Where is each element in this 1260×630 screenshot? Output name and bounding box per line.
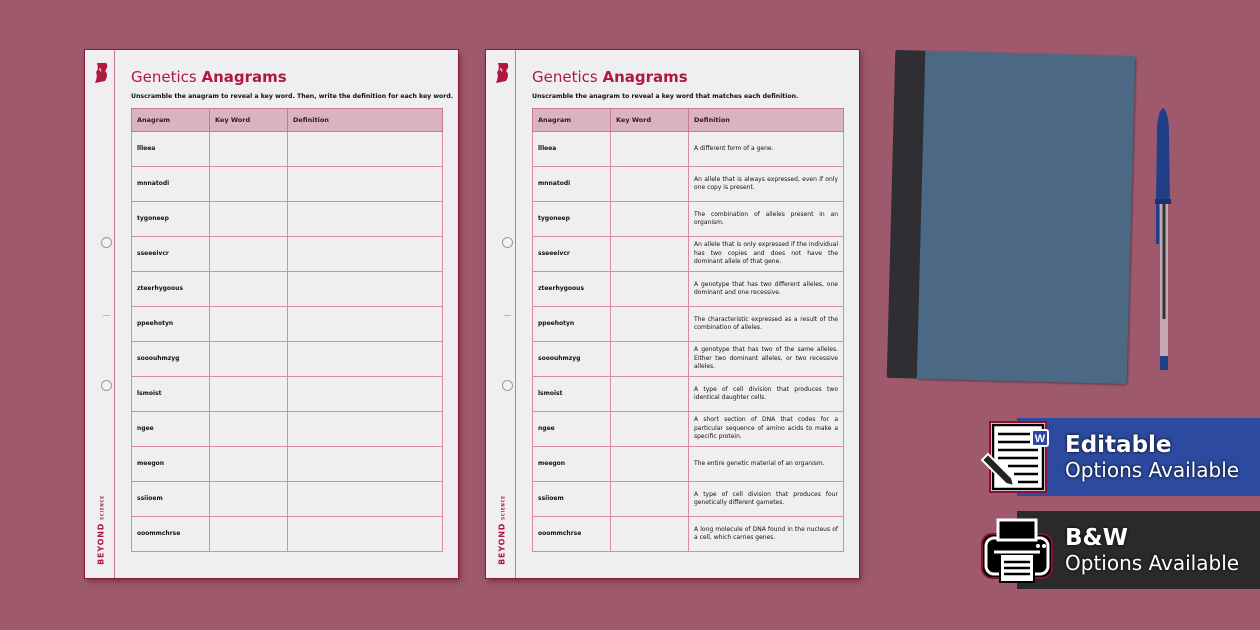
table-row (132, 342, 443, 377)
brand-label (89, 490, 113, 570)
definition-cell: A type of cell division that produces two identical daughter cells. (689, 377, 844, 412)
margin-line (114, 50, 115, 578)
title-prefix: Genetics (532, 68, 598, 86)
beyond-logo-icon (494, 62, 510, 84)
header-anagram: Anagram (533, 109, 611, 132)
badge-subtitle: Options Available (1065, 458, 1240, 482)
definition-cell: A different form of a gene. (689, 132, 844, 167)
anagram-cell: ppeehotyn (533, 307, 611, 342)
table-row (132, 132, 443, 167)
anagram-cell: sseeeivcr (533, 237, 611, 272)
brand-main: BEYOND (96, 522, 106, 565)
definition-cell: The combination of alleles present in an organism. (689, 202, 844, 237)
table-row (533, 482, 844, 517)
worksheet-with-definitions (486, 50, 859, 578)
key-word-cell (210, 307, 288, 342)
key-word-cell (611, 447, 689, 482)
badge-title: B&W (1065, 525, 1128, 551)
key-word-cell (210, 377, 288, 412)
anagram-cell: sooouhmzyg (533, 342, 611, 377)
anagram-table (532, 108, 844, 552)
definition-cell (288, 517, 443, 552)
brand-sub: SCIENCE (99, 495, 105, 520)
table-row (132, 482, 443, 517)
table-row (533, 412, 844, 447)
key-word-cell (611, 307, 689, 342)
definition-cell (288, 237, 443, 272)
key-word-cell (611, 412, 689, 447)
anagram-cell: meegon (132, 447, 210, 482)
definition-cell: A short section of DNA that codes for a particular sequence of amino acids to make a specific protein. (689, 412, 844, 447)
title-bold: Anagrams (201, 68, 287, 86)
table-row (132, 237, 443, 272)
key-word-cell (210, 482, 288, 517)
anagram-cell: lsmoist (533, 377, 611, 412)
anagram-cell: llleea (132, 132, 210, 167)
key-word-cell (210, 272, 288, 307)
definition-cell: An allele that is only expressed if the individual has two copies and does not have the dominant allele of that gene. (689, 237, 844, 272)
table-row (132, 307, 443, 342)
table-row (132, 377, 443, 412)
punch-hole (101, 237, 112, 248)
key-word-cell (611, 342, 689, 377)
definition-cell: A type of cell division that produces four genetically different gametes. (689, 482, 844, 517)
svg-text:W: W (1034, 433, 1046, 445)
header-anagram: Anagram (132, 109, 210, 132)
key-word-cell (210, 447, 288, 482)
table-row (132, 412, 443, 447)
key-word-cell (611, 272, 689, 307)
definition-cell (288, 307, 443, 342)
definition-cell: An allele that is always expressed, even if only one copy is present. (689, 167, 844, 202)
key-word-cell (611, 517, 689, 552)
anagram-cell: mnnatodi (533, 167, 611, 202)
table-row (533, 272, 844, 307)
anagram-cell: tygoneep (533, 202, 611, 237)
table-row (533, 342, 844, 377)
anagram-cell: lsmoist (132, 377, 210, 412)
brand-label (490, 490, 514, 570)
table-row (132, 517, 443, 552)
anagram-cell: ppeehotyn (132, 307, 210, 342)
anagram-cell: ssiioem (132, 482, 210, 517)
key-word-cell (210, 517, 288, 552)
anagram-cell: tygoneep (132, 202, 210, 237)
definition-cell: A genotype that has two of the same alleles. Either two dominant alleles, or two recessive alleles. (689, 342, 844, 377)
header-key-word: Key Word (210, 109, 288, 132)
definition-cell (288, 377, 443, 412)
worksheet-student (85, 50, 458, 578)
key-word-cell (611, 202, 689, 237)
definition-cell (288, 447, 443, 482)
key-word-cell (611, 237, 689, 272)
table-row (132, 202, 443, 237)
header-definition: Definition (288, 109, 443, 132)
definition-cell: A genotype that has two different alleles, one dominant and one recessive. (689, 272, 844, 307)
header-definition: Definition (689, 109, 844, 132)
table-row (533, 167, 844, 202)
anagram-cell: sooouhmzyg (132, 342, 210, 377)
anagram-cell: ssiioem (533, 482, 611, 517)
badge-subtitle: Options Available (1065, 551, 1240, 575)
instructions: Unscramble the anagram to reveal a key word. Then, write the definition for each key word. (131, 93, 454, 100)
punch-hole (502, 237, 513, 248)
key-word-cell (611, 167, 689, 202)
definition-cell (288, 132, 443, 167)
notebook-cover (917, 51, 1136, 384)
table-row (533, 237, 844, 272)
definition-cell (288, 412, 443, 447)
instructions: Unscramble the anagram to reveal a key word that matches each definition. (532, 93, 799, 100)
table-row (533, 447, 844, 482)
title-bold: Anagrams (602, 68, 688, 86)
header-key-word: Key Word (611, 109, 689, 132)
anagram-cell: ooommchrse (533, 517, 611, 552)
word-document-edit-icon (978, 418, 1058, 496)
brand-sub: SCIENCE (500, 495, 506, 520)
fold-mark (504, 315, 511, 316)
brand-main: BEYOND (497, 522, 507, 565)
punch-hole (101, 380, 112, 391)
table-header (132, 109, 443, 132)
key-word-cell (210, 167, 288, 202)
key-word-cell (210, 412, 288, 447)
anagram-cell: sseeeivcr (132, 237, 210, 272)
key-word-cell (611, 482, 689, 517)
margin-line (515, 50, 516, 578)
table-row (533, 377, 844, 412)
table-row (132, 272, 443, 307)
anagram-cell: llleea (533, 132, 611, 167)
anagram-cell: zteerhygoous (132, 272, 210, 307)
definition-cell (288, 202, 443, 237)
pen-icon (1153, 106, 1173, 376)
definition-cell (288, 167, 443, 202)
definition-cell: The characteristic expressed as a result of the combination of alleles. (689, 307, 844, 342)
table-row (533, 202, 844, 237)
anagram-cell: ngee (533, 412, 611, 447)
anagram-cell: ngee (132, 412, 210, 447)
key-word-cell (210, 132, 288, 167)
table-row (533, 517, 844, 552)
definition-cell (288, 272, 443, 307)
anagram-cell: zteerhygoous (533, 272, 611, 307)
table-row (533, 132, 844, 167)
anagram-cell: mnnatodi (132, 167, 210, 202)
fold-mark (103, 315, 110, 316)
table-row (132, 447, 443, 482)
anagram-table (131, 108, 443, 552)
definition-cell (288, 482, 443, 517)
definition-cell (288, 342, 443, 377)
worksheet-title (532, 68, 688, 86)
printer-icon (978, 512, 1058, 590)
key-word-cell (611, 132, 689, 167)
worksheet-title (131, 68, 287, 86)
key-word-cell (611, 377, 689, 412)
anagram-cell: ooommchrse (132, 517, 210, 552)
table-row (533, 307, 844, 342)
table-header (533, 109, 844, 132)
badge-title: Editable (1065, 432, 1172, 458)
definition-cell: A long molecule of DNA found in the nucleus of a cell, which carries genes. (689, 517, 844, 552)
definition-cell: The entire genetic material of an organism. (689, 447, 844, 482)
key-word-cell (210, 237, 288, 272)
punch-hole (502, 380, 513, 391)
title-prefix: Genetics (131, 68, 197, 86)
beyond-logo-icon (93, 62, 109, 84)
notebook-image (887, 50, 1136, 384)
key-word-cell (210, 202, 288, 237)
key-word-cell (210, 342, 288, 377)
table-row (132, 167, 443, 202)
anagram-cell: meegon (533, 447, 611, 482)
